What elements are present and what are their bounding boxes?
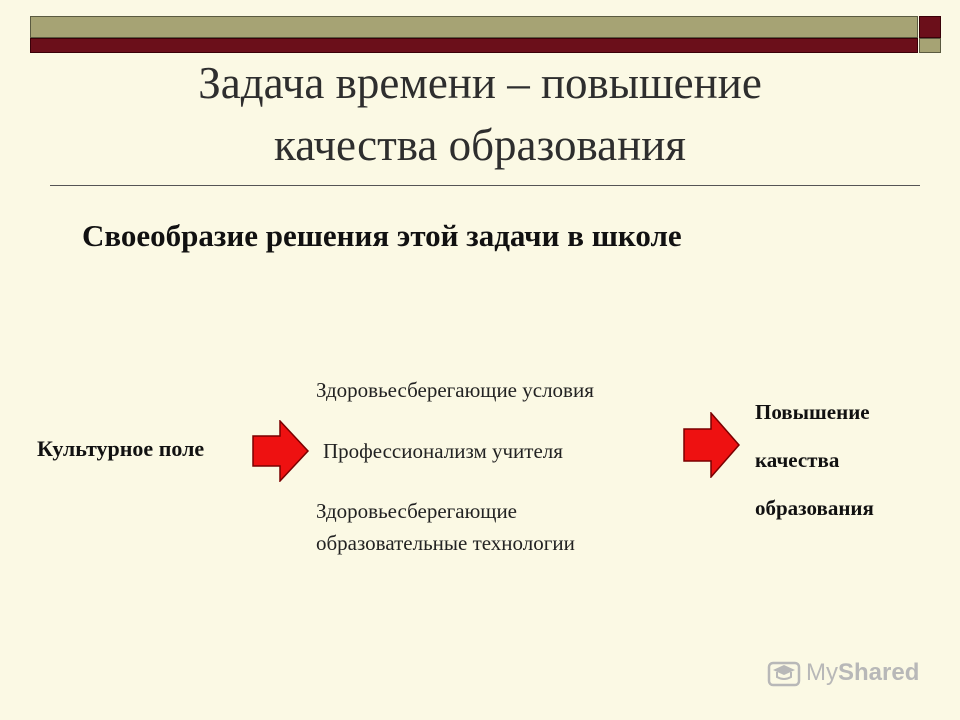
arrow-right-icon bbox=[683, 412, 741, 478]
result-line-1: Повышение bbox=[755, 400, 870, 424]
watermark-text-light: My bbox=[806, 659, 838, 686]
header-bar-olive bbox=[30, 16, 918, 38]
arrow-right-icon bbox=[252, 420, 310, 482]
middle-item-professionalism: Профессионализм учителя bbox=[323, 439, 563, 463]
result-line-2: качества bbox=[755, 448, 840, 472]
header-corner-olive bbox=[919, 38, 941, 53]
header-bar-maroon bbox=[30, 38, 918, 53]
mortarboard-icon bbox=[766, 656, 802, 690]
title-divider bbox=[50, 185, 920, 186]
watermark-text-strong: Shared bbox=[838, 659, 920, 686]
middle-item-technologies bbox=[316, 495, 575, 559]
slide-subtitle: Своеобразие решения этой задачи в школе bbox=[82, 218, 682, 253]
watermark bbox=[766, 656, 919, 690]
middle-item-technologies-line-1: Здоровьесберегающие bbox=[316, 499, 517, 523]
middle-item-technologies-line-2: образовательные технологии bbox=[316, 531, 575, 555]
slide-title-line-1: Задача времени – повышение bbox=[198, 58, 762, 108]
middle-item-conditions: Здоровьесберегающие условия bbox=[316, 378, 594, 402]
source-label: Культурное поле bbox=[37, 436, 205, 461]
header-corner-maroon bbox=[919, 16, 941, 38]
result-label bbox=[755, 388, 874, 532]
slide-title-line-2: качества образования bbox=[274, 120, 686, 170]
slide-title bbox=[40, 52, 920, 176]
result-line-3: образования bbox=[755, 496, 874, 520]
